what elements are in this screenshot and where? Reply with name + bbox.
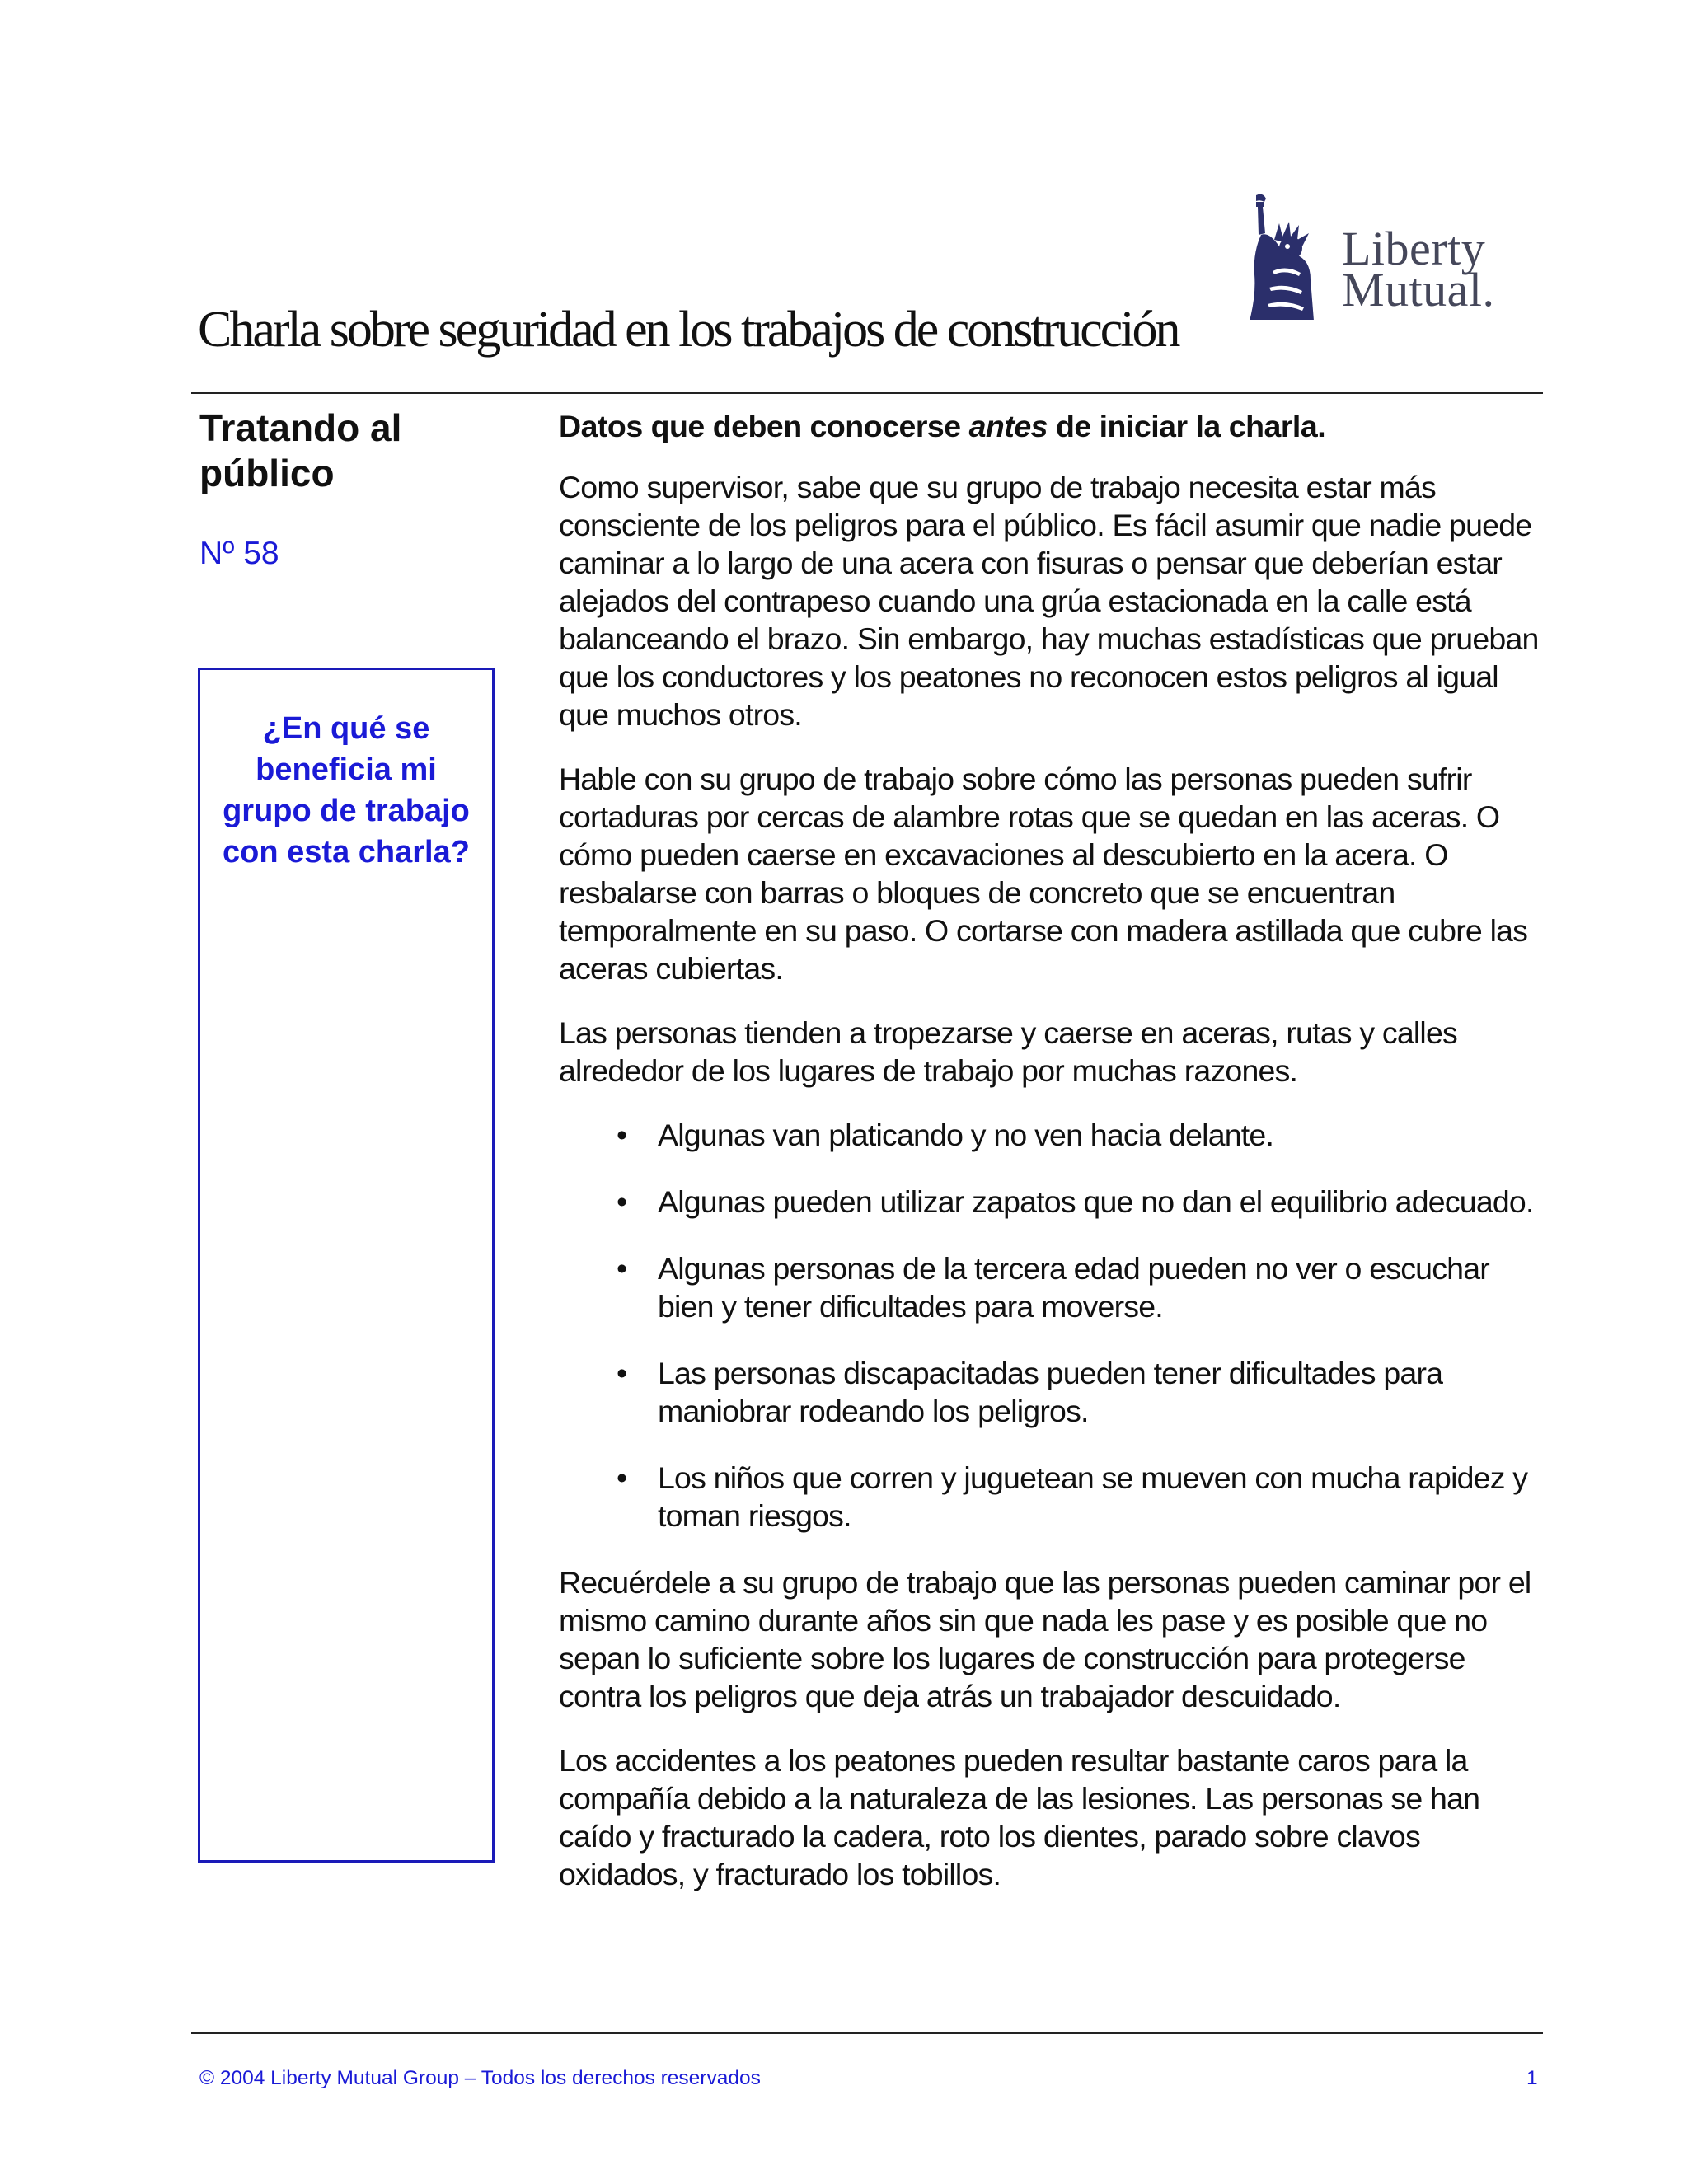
- paragraph-reminder: Recuérdele a su grupo de trabajo que las personas pueden caminar por el mismo camino durante años sin que nada les pase y es posible que no sepan lo suficiente sobre los lugares de construcción para protegerse contra los peligros que deja atrás un trabajador descuidado.: [559, 1565, 1531, 1713]
- header-divider: [191, 392, 1543, 394]
- list-item: • Los niños que corren y juguetean se mueven con mucha rapidez y toman riesgos.: [658, 1459, 1548, 1535]
- paragraph-hazards: Hable con su grupo de trabajo sobre cómo las personas pueden sufrir cortaduras por cercas de alambre rotas que se quedan en las aceras. O cómo pueden caerse en excavaciones al descubierto en la acera. O resbalarse con barras o bloques de concreto que se encuentran temporalmente en su paso. O cortarse con madera astillada que cubre las aceras cubiertas.: [559, 762, 1528, 986]
- topic-title: Tratando al público: [199, 406, 402, 494]
- lead-before: Datos que deben conocerse: [559, 409, 969, 443]
- logo-word-mutual: Mutual.: [1342, 263, 1495, 316]
- paragraph-costs: Los accidentes a los peatones pueden resultar bastante caros para la compañía debido a la naturaleza de las lesiones. Las personas se han caído y fracturado la cadera, roto los dientes, parado sobre clavos oxidados, y fracturado los tobillos.: [559, 1743, 1480, 1891]
- logo-word-liberty: Liberty: [1342, 222, 1486, 275]
- footer-copyright: © 2004 Liberty Mutual Group – Todos los derechos reservados: [199, 2067, 761, 2089]
- footer-divider: [191, 2032, 1543, 2034]
- liberty-mutual-logo: [1236, 185, 1508, 321]
- lead-heading: [559, 407, 1548, 445]
- benefit-callout-box: [198, 668, 495, 1863]
- paragraph-reasons: Las personas tienden a tropezarse y caerse en aceras, rutas y calles alrededor de los lugares de trabajo por muchas razones.: [559, 1015, 1457, 1088]
- talk-number: Nº 58: [199, 536, 279, 571]
- lead-after: de iniciar la charla.: [1048, 409, 1326, 443]
- list-item: • Algunas pueden utilizar zapatos que no dan el equilibrio adecuado.: [658, 1183, 1548, 1221]
- statue-of-liberty-icon: [1245, 192, 1343, 320]
- benefit-question: ¿En qué se beneficia mi grupo de trabajo con esta charla?: [223, 711, 470, 869]
- paragraph-intro: Como supervisor, sabe que su grupo de trabajo necesita estar más consciente de los peligros para el público. Es fácil asumir que nadie puede caminar a lo largo de una acera con fisuras o pensar que deberían estar alejados del contrapeso cuando una grúa estacionada en la calle está balanceando el brazo. Sin embargo, hay muchas estadísticas que prueban que los conductores y los peatones no reconocen estos peligros al igual que muchos otros.: [559, 470, 1539, 732]
- reasons-list: [559, 1116, 1548, 1535]
- main-content: [559, 407, 1548, 1919]
- page-number: 1: [1526, 2067, 1538, 2089]
- document-title: Charla sobre seguridad en los trabajos de construcción: [198, 302, 1179, 358]
- lead-emphasis: antes: [968, 409, 1048, 443]
- list-item: • Las personas discapacitadas pueden tener dificultades para maniobrar rodeando los peligros.: [658, 1354, 1548, 1430]
- list-item: • Algunas personas de la tercera edad pueden no ver o escuchar bien y tener dificultades para moverse.: [658, 1249, 1548, 1325]
- list-item: • Algunas van platicando y no ven hacia delante.: [658, 1116, 1548, 1154]
